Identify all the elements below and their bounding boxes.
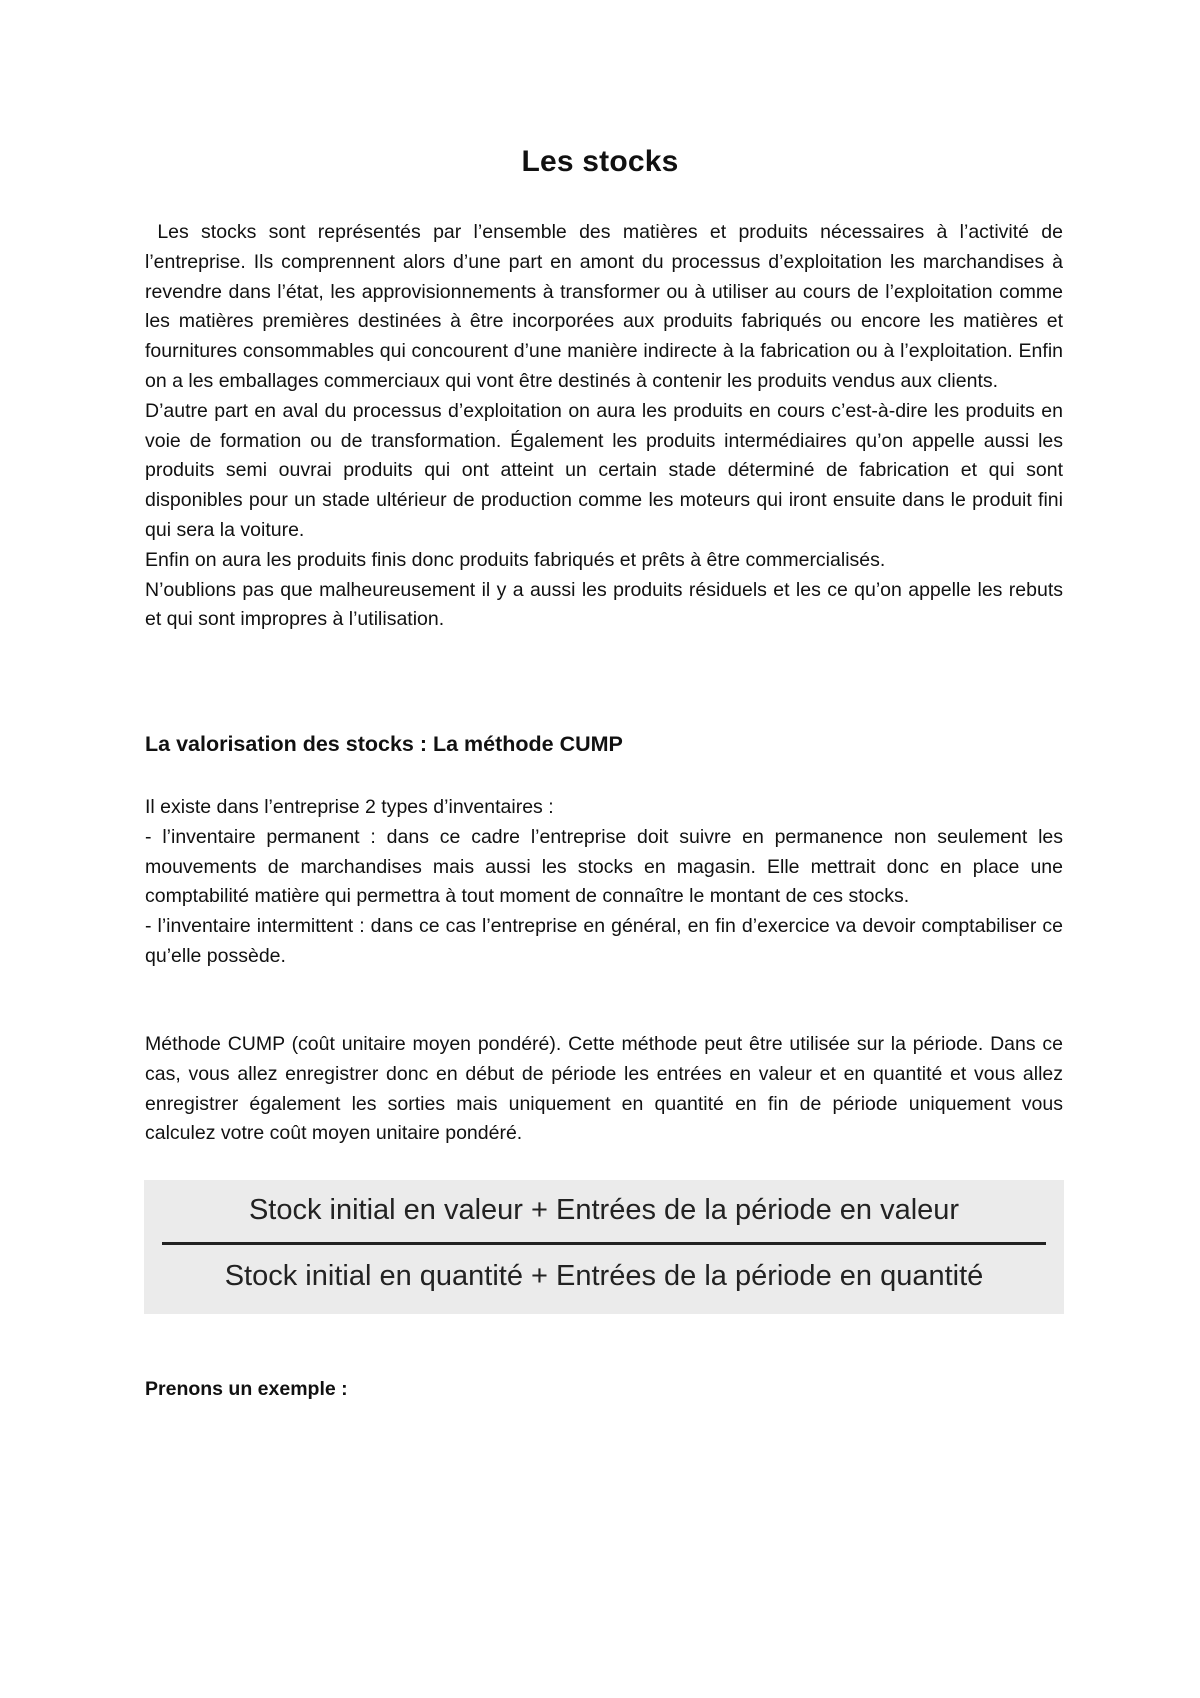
intro-paragraph-3: Enfin on aura les produits finis donc produits fabriqués et prêts à être commercialisés. [145, 548, 886, 571]
intro-paragraph-4: N’oublions pas que malheureusement il y a aussi les produits résiduels et les ce qu’on appelle les rebuts et qui sont impropres à l’utilisation. [145, 578, 1063, 631]
fraction-bar [162, 1242, 1046, 1245]
inventory-permanent: - l’inventaire permanent : dans ce cadre l’entreprise doit suivre en permanence non seulement les mouvements de marchandises mais aussi les stocks en magasin. Elle mettrait donc en place une comptabilité matière qui permettra à tout moment de connaître le montant de ces stocks. [145, 825, 1063, 908]
inventory-section [145, 793, 1063, 972]
method-paragraph: Méthode CUMP (coût unitaire moyen pondéré). Cette méthode peut être utilisée sur la période. Dans ce cas, vous allez enregistrer donc en début de période les entrées en valeur et en quantité et vous allez enregistrer également les sorties mais uniquement en quantité en fin de période uniquement vous calculez votre coût moyen unitaire pondéré. [145, 1033, 1063, 1145]
example-label: Prenons un exemple : [145, 1378, 348, 1400]
formula-denominator: Stock initial en quantité + Entrées de la période en quantité [224, 1260, 984, 1292]
cump-formula [144, 1180, 1064, 1314]
inventory-intermittent: - l’inventaire intermittent : dans ce cas l’entreprise en général, en fin d’exercice va devoir comptabiliser ce qu’elle possède. [145, 915, 1063, 967]
intro-section [145, 218, 1063, 635]
intro-paragraph-1: Les stocks sont représentés par l’ensemble des matières et produits nécessaires à l’activité de l’entreprise. Ils comprennent alors d’une part en amont du processus d’exploitation les marchandises à revendre dans l’état, les approvisionnements à transformer ou à utiliser au cours de l’exploitation comme les matières premières destinées à être incorporées aux produits fabriqués ou encore les matières et fournitures consommables qui concourent d’une manière indirecte à la fabrication ou à l’exploitation. Enfin on a les emballages commerciaux qui vont être destinés à contenir les produits vendus aux clients. [145, 221, 1064, 392]
formula-numerator: Stock initial en valeur + Entrées de la période en valeur [248, 1194, 960, 1226]
method-section [145, 1030, 1063, 1149]
page-title: Les stocks [521, 145, 679, 178]
section-heading: La valorisation des stocks : La méthode CUMP [145, 732, 623, 756]
inventory-intro: Il existe dans l’entreprise 2 types d’inventaires : [145, 796, 554, 818]
intro-paragraph-2: D’autre part en aval du processus d’exploitation on aura les produits en cours c’est-à-dire les produits en voie de formation ou de transformation. Également les produits intermédiaires qu’on appelle aussi les produits semi ouvrai produits qui ont atteint un certain stade déterminé de fabrication et qui sont disponibles pour un stade ultérieur de production comme les moteurs qui iront ensuite dans le produit fini qui sera la voiture. [145, 399, 1063, 541]
